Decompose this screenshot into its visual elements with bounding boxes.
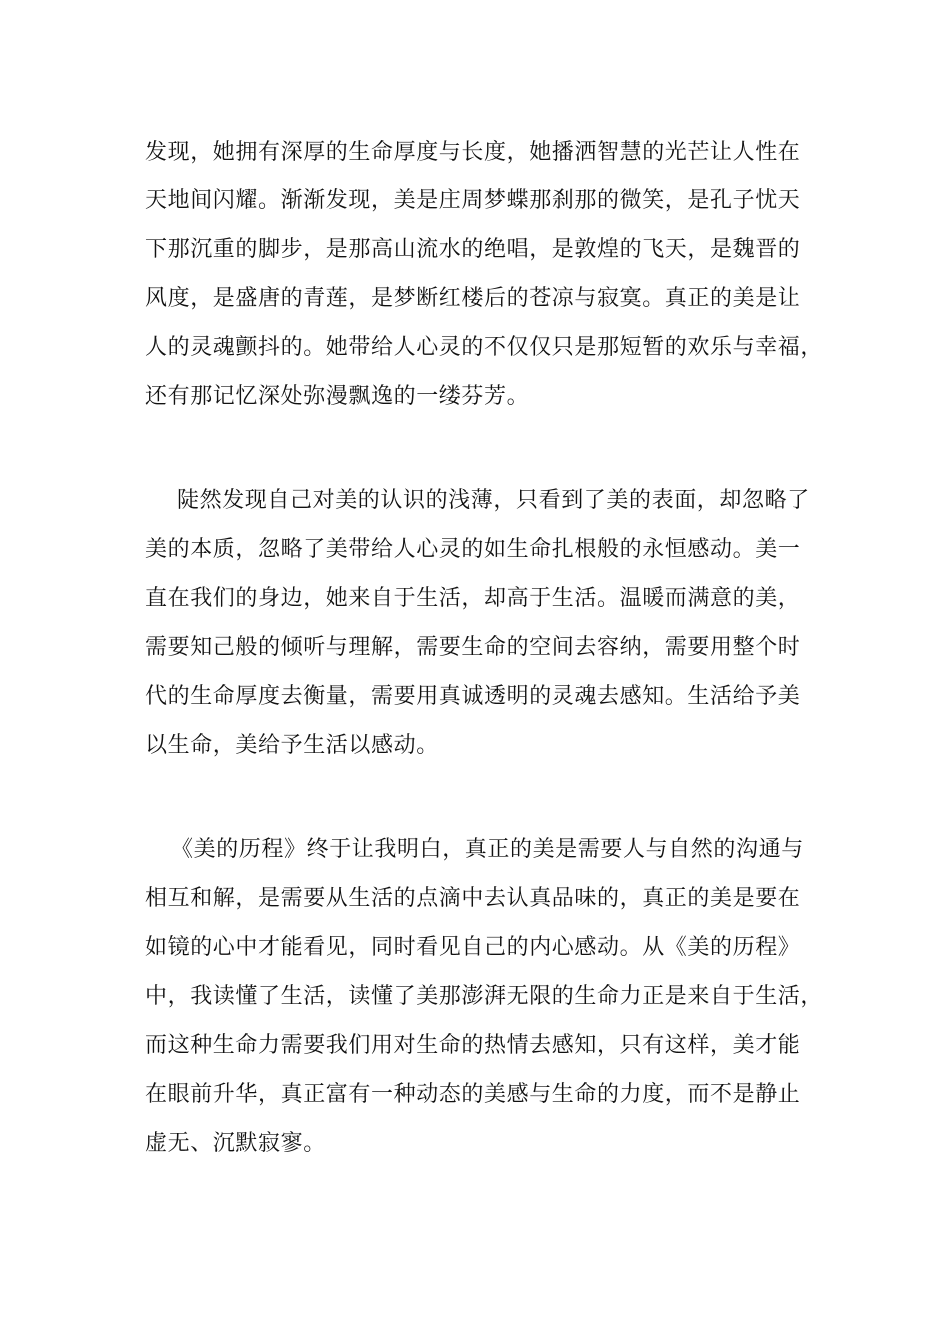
paragraph-line: 发现，她拥有深厚的生命厚度与长度，她播洒智慧的光芒让人性在 — [145, 140, 801, 165]
paragraph-line: 天地间闪耀。渐渐发现，美是庄周梦蝶那刹那的微笑，是孔子忧天 — [145, 188, 801, 213]
paragraph-line: 还有那记忆深处弥漫飘逸的一缕芬芳。 — [145, 384, 530, 409]
paragraph-line: 需要知己般的倾听与理解，需要生命的空间去容纳，需要用整个时 — [145, 635, 801, 660]
paragraph-line: 相互和解，是需要从生活的点滴中去认真品味的，真正的美是要在 — [145, 886, 801, 911]
paragraph-line: 虚无、沉默寂寥。 — [145, 1131, 326, 1156]
paragraph-line: 而这种生命力需要我们用对生命的热情去感知，只有这样，美才能 — [145, 1033, 801, 1058]
paragraph-line: 如镜的心中才能看见，同时看见自己的内心感动。从《美的历程》 — [145, 935, 801, 960]
paragraph-line: 陡然发现自己对美的认识的浅薄，只看到了美的表面，却忽略了 — [177, 488, 810, 513]
paragraph-line: 在眼前升华，真正富有一种动态的美感与生命的力度，而不是静止 — [145, 1082, 801, 1107]
paragraph-line: 下那沉重的脚步，是那高山流水的绝唱，是敦煌的飞天，是魏晋的 — [145, 237, 801, 262]
paragraph-line: 直在我们的身边，她来自于生活，却高于生活。温暖而满意的美， — [145, 586, 801, 611]
paragraph-line: 代的生命厚度去衡量，需要用真诚透明的灵魂去感知。生活给予美 — [145, 684, 801, 709]
paragraph-line: 人的灵魂颤抖的。她带给人心灵的不仅仅只是那短暂的欢乐与幸福， — [145, 335, 824, 360]
paragraph-line: 中，我读懂了生活，读懂了美那澎湃无限的生命力正是来自于生活， — [145, 984, 824, 1009]
paragraph-line: 《美的历程》终于让我明白，真正的美是需要人与自然的沟通与 — [171, 837, 804, 862]
paragraph-line: 风度，是盛唐的青莲，是梦断红楼后的苍凉与寂寞。真正的美是让 — [145, 286, 801, 311]
paragraph-line: 美的本质，忽略了美带给人心灵的如生命扎根般的永恒感动。美一 — [145, 537, 801, 562]
paragraph-line: 以生命，美给予生活以感动。 — [145, 733, 439, 758]
